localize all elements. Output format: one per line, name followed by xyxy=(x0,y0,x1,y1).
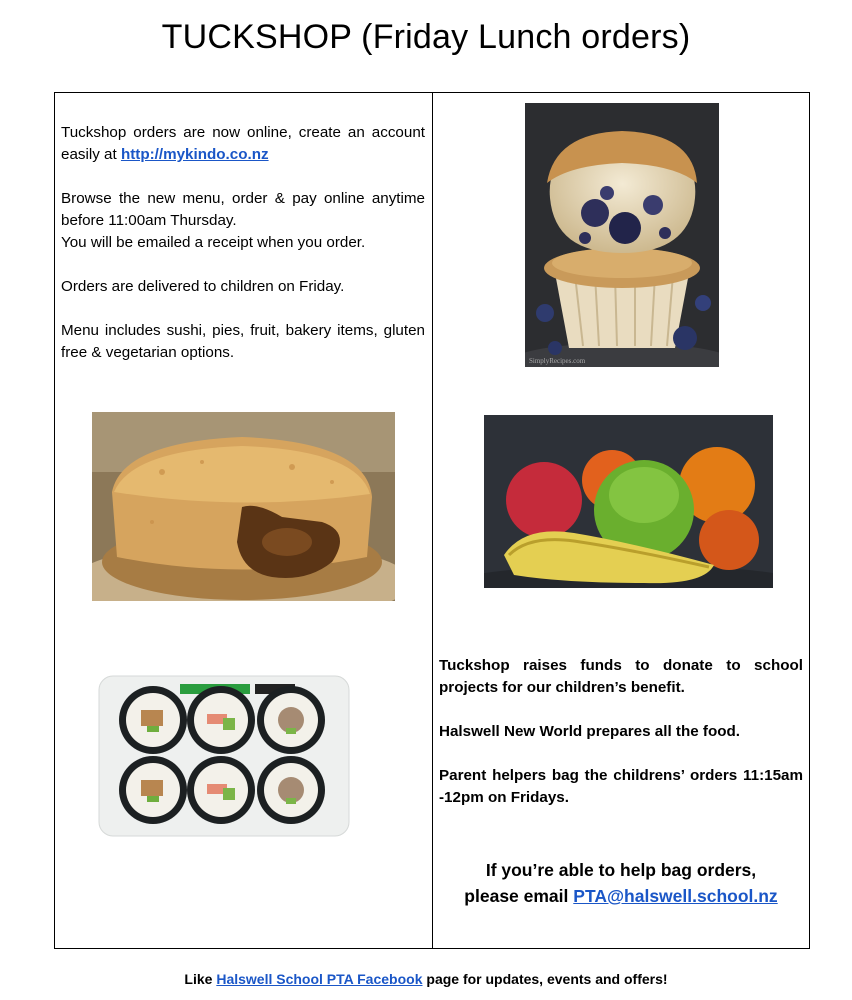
meat-pie-photo xyxy=(92,412,395,601)
sushi-tray-photo xyxy=(95,670,353,842)
page-title: TUCKSHOP (Friday Lunch orders) xyxy=(161,18,691,56)
facebook-page-link[interactable]: Halswell School PTA Facebook xyxy=(216,971,423,987)
cta-line2: please email PTA@halswell.school.nz xyxy=(464,886,778,906)
muffin-watermark: SimplyRecipes.com xyxy=(529,357,586,365)
footer-note: Like Halswell School PTA Facebook page for updates, events and offers! xyxy=(184,971,668,987)
food-preparation-paragraph: Halswell New World prepares all the food. xyxy=(439,723,741,740)
blueberry-muffin-photo xyxy=(525,103,719,367)
pta-email-link[interactable]: PTA@halswell.school.nz xyxy=(573,886,778,906)
fruit-photo xyxy=(484,415,773,588)
left-info-text xyxy=(61,122,425,364)
right-info-text xyxy=(439,655,803,809)
cta-line1: If you’re able to help bag orders, xyxy=(485,860,757,880)
menu-paragraph: Menu includes sushi, pies, fruit, bakery items, gluten free & vegetarian options. xyxy=(61,322,425,361)
online-orders-paragraph: Tuckshop orders are now online, create an account easily at http://mykindo.co.nz xyxy=(61,124,425,163)
parent-helpers-paragraph: Parent helpers bag the childrens’ orders 11:15am -12pm on Fridays. xyxy=(439,767,803,806)
column-divider xyxy=(432,93,433,948)
browse-menu-paragraph: Browse the new menu, order & pay online anytime before 11:00am Thursday. You will be emailed a receipt when you order. xyxy=(61,190,425,251)
content-table xyxy=(54,92,810,949)
help-call-to-action xyxy=(439,857,803,909)
mykindo-link[interactable]: http://mykindo.co.nz xyxy=(120,146,269,163)
delivery-paragraph: Orders are delivered to children on Friday. xyxy=(61,278,345,295)
funds-paragraph: Tuckshop raises funds to donate to school projects for our children’s benefit. xyxy=(439,657,803,696)
